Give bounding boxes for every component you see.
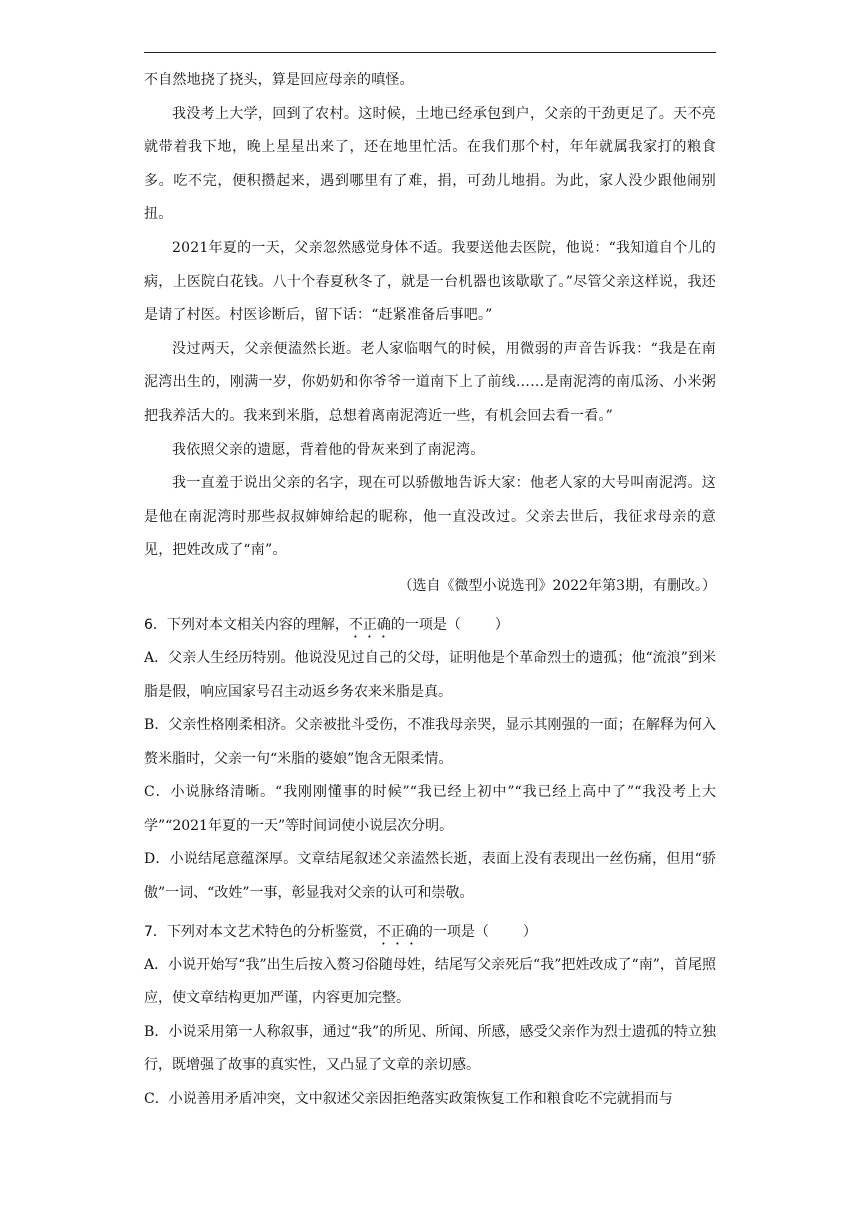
q7-option-c: C．小说善用矛盾冲突，文中叙述父亲因拒绝落实政策恢复工作和粮食吃不完就捐而与: [144, 1091, 673, 1108]
story-paragraph-6: 我一直羞于说出父亲的名字，现在可以骄傲地告诉大家：他老人家的大号叫南泥湾。这是他在南泥湾时那些叔叔婶婶给起的昵称，他一直没改过。父亲去世后，我征求母亲的意见，把姓改成了“南”。: [144, 475, 716, 559]
story-paragraph-1: 不自然地挠了挠头，算是回应母亲的嗔怪。: [144, 72, 414, 88]
q7-emphasis: 不正确: [376, 923, 419, 940]
source-citation: （选自《微型小说选刊》2022年第3期，有删改。）: [398, 577, 716, 594]
q7-option-a: A．小说开始写“我”出生后按入赘习俗随母姓，结尾写父亲死后“我”把姓改成了“南”，首尾照应，使文章结构更加严谨，内容更加完整。: [144, 956, 716, 1007]
q7-option-b: B．小说采用第一人称叙事，通过“我”的所见、所闻、所感，感受父亲作为烈士遗孤的特立独行，既增强了故事的真实性，又凸显了文章的亲切感。: [144, 1023, 716, 1074]
q6-option-c: C．小说脉络清晰。“我刚刚懂事的时候”“我已经上初中”“我已经上高中了”“我没考上大学”“2021年夏的一天”等时间词使小说层次分明。: [144, 784, 716, 834]
q6-prefix: 6．下列对本文相关内容的理解，: [144, 616, 349, 633]
story-paragraph-2: 我没考上大学，回到了农村。这时候，土地已经承包到户，父亲的干劲更足了。天不亮就带着我下地，晚上星星出来了，还在地里忙活。在我们那个村，年年就属我家打的粮食多。吃不完，便积攒起来，遇到哪里有了难，捐，可劲儿地捐。为此，家人没少跟他闹别扭。: [144, 105, 716, 223]
q6-close: ）: [494, 616, 509, 633]
q7-suffix: 的一项是（: [418, 923, 489, 940]
question-7-stem: [144, 915, 716, 949]
q7-prefix: 7．下列对本文艺术特色的分析鉴赏，: [144, 923, 377, 940]
document-page: [144, 64, 716, 1117]
question-6-stem: [144, 608, 716, 642]
story-paragraph-3: 2021年夏的一天，父亲忽然感觉身体不适。我要送他去医院，他说：“我知道自个儿的病，上医院白花钱。八十个春夏秋冬了，就是一台机器也该歇歇了。”尽管父亲这样说，我还是请了村医。村医诊断后，留下话：“赶紧准备后事吧。”: [144, 239, 716, 324]
q7-close: ）: [522, 923, 537, 940]
header-rule: [144, 52, 716, 53]
q6-option-a: A．父亲人生经历特别。他说没见过自己的父母，证明他是个革命烈士的遗孤；他“流浪”到米脂是假，响应国家号召主动返乡务农来米脂是真。: [144, 649, 716, 700]
story-paragraph-5: 我依照父亲的遗愿，背着他的骨灰来到了南泥湾。: [172, 441, 485, 458]
q6-option-b: B．父亲性格刚柔相济。父亲被批斗受伤，不准我母亲哭，显示其刚强的一面；在解释为何入赘米脂时，父亲一句“米脂的婆娘”饱含无限柔情。: [144, 717, 716, 767]
story-paragraph-4: 没过两天，父亲便溘然长逝。老人家临咽气的时候，用微弱的声音告诉我：“我是在南泥湾出生的，刚满一岁，你奶奶和你爷爷一道南下上了前线……是南泥湾的南瓜汤、小米粥把我养活大的。我来到米脂，总想着离南泥湾近一些，有机会回去看一看。”: [144, 340, 716, 424]
q6-option-d: D．小说结尾意蕴深厚。文章结尾叙述父亲溘然长逝，表面上没有表现出一丝伤痛，但用“骄傲”一词、“改姓”一事，彰显我对父亲的认可和崇敬。: [144, 851, 716, 902]
q6-emphasis: 不正确: [348, 616, 391, 633]
q6-suffix: 的一项是（: [390, 616, 461, 633]
